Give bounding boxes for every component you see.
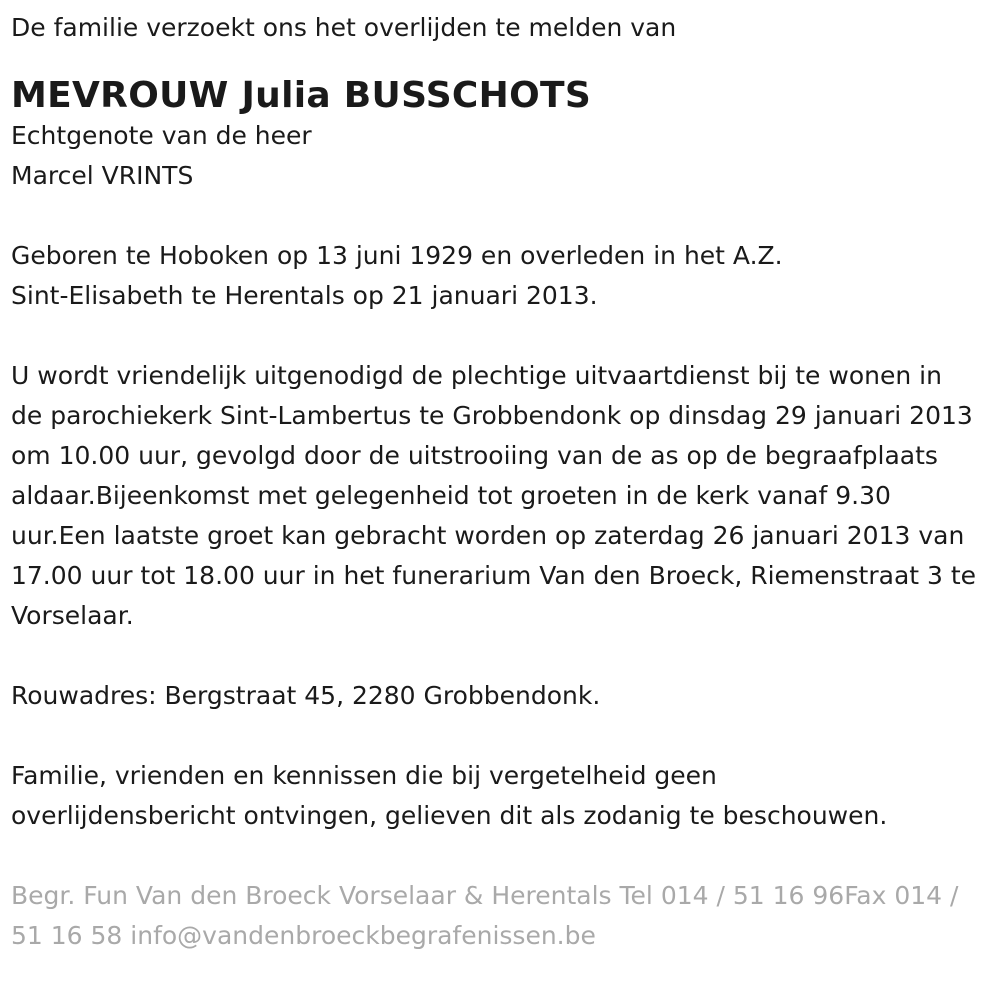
funeral-home-footer: Begr. Fun Van den Broeck Vorselaar & Herentals Tel 014 / 51 16 96Fax 014 / 51 16 58 info@vandenbroeckbegrafenissen.be xyxy=(11,881,959,950)
spouse-line-1: Echtgenote van de heer xyxy=(11,121,312,150)
intro-text: De familie verzoekt ons het overlijden te melden van xyxy=(11,13,677,42)
deceased-name: MEVROUW Julia BUSSCHOTS xyxy=(11,75,592,116)
birth-death-block xyxy=(11,236,980,316)
service-details: U wordt vriendelijk uitgenodigd de plechtige uitvaartdienst bij te wonen in de parochiekerk Sint-Lambertus te Grobbendonk op dinsdag 29 januari 2013 om 10.00 uur, gevolgd door de uitstrooiing van de as op de begraafplaats aldaar.Bijeenkomst met gelegenheid tot groeten in de kerk vanaf 9.30 uur.Een laatste groet kan gebracht worden op zaterdag 26 januari 2013 van 17.00 uur tot 18.00 uur in het funerarium Van den Broeck, Riemenstraat 3 te Vorselaar. xyxy=(11,361,977,630)
closing-line-2: overlijdensbericht ontvingen, gelieven dit als zodanig te beschouwen. xyxy=(11,801,888,830)
birth-death-line-1: Geboren te Hoboken op 13 juni 1929 en overleden in het A.Z. xyxy=(11,241,783,270)
closing-block xyxy=(11,756,980,836)
spouse-line-2: Marcel VRINTS xyxy=(11,161,194,190)
closing-line-1: Familie, vrienden en kennissen die bij vergetelheid geen xyxy=(11,761,717,790)
mourning-address: Rouwadres: Bergstraat 45, 2280 Grobbendonk. xyxy=(11,681,601,710)
birth-death-line-2: Sint-Elisabeth te Herentals op 21 januari 2013. xyxy=(11,281,598,310)
spouse-block xyxy=(11,116,980,196)
